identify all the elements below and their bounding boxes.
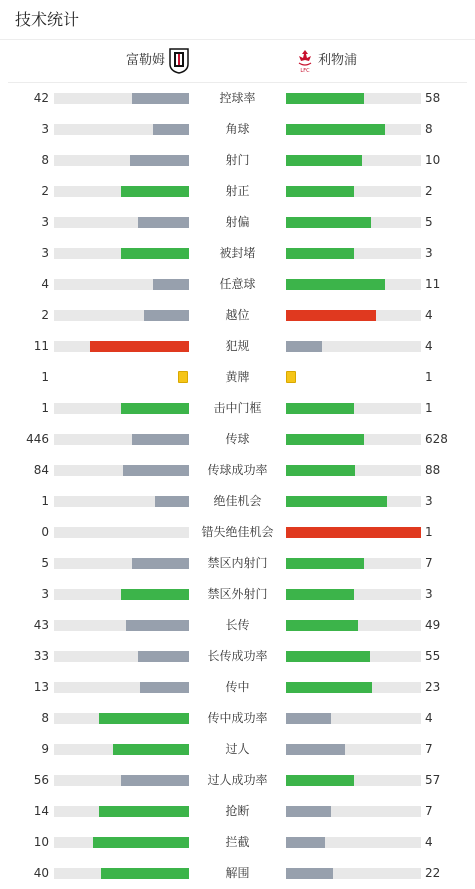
stat-label: 射正 (225, 184, 250, 198)
home-stat-value: 1 (41, 401, 49, 415)
stat-row (0, 486, 475, 517)
home-stat-value: 8 (41, 711, 49, 725)
home-stat-bar-fill (132, 558, 189, 569)
away-stat-value: 3 (425, 246, 433, 260)
away-stat-value: 1 (425, 370, 433, 384)
fulham-crest-icon (168, 48, 190, 74)
away-stat-value: 4 (425, 339, 433, 353)
home-stat-bar-fill (132, 93, 189, 104)
home-stat-bar-fill (130, 155, 189, 166)
home-stat-bar (54, 155, 189, 166)
stat-row (0, 610, 475, 641)
home-stat-bar (54, 651, 189, 662)
away-stat-bar-fill (286, 806, 331, 817)
stat-row (0, 83, 475, 114)
stat-label: 长传 (225, 618, 250, 632)
away-stat-value: 1 (425, 401, 433, 415)
home-stat-bar-fill (140, 682, 189, 693)
home-stat-value: 56 (33, 773, 49, 787)
away-stat-bar-fill (286, 279, 385, 290)
away-stat-value: 4 (425, 711, 433, 725)
away-stat-bar (286, 868, 421, 879)
stat-row (0, 145, 475, 176)
stat-row (0, 176, 475, 207)
stat-label: 过人 (225, 742, 250, 756)
stat-label: 任意球 (219, 277, 256, 291)
away-stat-bar (286, 248, 421, 259)
home-stat-value: 9 (41, 742, 49, 756)
home-stat-value: 42 (33, 91, 49, 105)
home-team-name[interactable]: 富勒姆 (126, 53, 166, 68)
home-stat-bar (54, 837, 189, 848)
stat-row (0, 858, 475, 889)
stat-label: 解围 (225, 866, 250, 880)
away-stat-value: 5 (425, 215, 433, 229)
away-stat-bar-fill (286, 620, 358, 631)
stat-row (0, 641, 475, 672)
away-stat-bar (286, 465, 421, 476)
home-stat-bar (54, 434, 189, 445)
home-stat-value: 13 (33, 680, 49, 694)
home-stat-bar (54, 341, 189, 352)
away-stat-bar (286, 589, 421, 600)
away-stat-bar-fill (286, 651, 370, 662)
away-stat-value: 4 (425, 835, 433, 849)
stat-row (0, 703, 475, 734)
home-stat-bar-fill (144, 310, 189, 321)
home-stat-value: 0 (41, 525, 49, 539)
home-stat-bar-fill (121, 403, 189, 414)
away-stat-bar (286, 279, 421, 290)
away-stat-value: 22 (425, 866, 441, 880)
stat-label: 拦截 (225, 835, 250, 849)
stat-row (0, 734, 475, 765)
away-stat-bar-fill (286, 217, 371, 228)
stat-label: 射偏 (225, 215, 250, 229)
away-stat-bar-fill (286, 465, 355, 476)
away-stat-value: 8 (425, 122, 433, 136)
away-stat-bar-fill (286, 434, 364, 445)
stat-label: 长传成功率 (207, 649, 268, 663)
away-stat-bar-fill (286, 93, 364, 104)
home-stat-bar-fill (138, 651, 189, 662)
home-stat-bar (54, 310, 189, 321)
stat-label: 传球 (225, 432, 250, 446)
home-stat-bar (54, 248, 189, 259)
stat-label: 错失绝佳机会 (201, 525, 274, 539)
home-stat-value: 2 (41, 308, 49, 322)
home-stat-value: 33 (33, 649, 49, 663)
stat-row (0, 207, 475, 238)
away-stat-bar-fill (286, 527, 421, 538)
home-stat-bar (54, 496, 189, 507)
away-stat-value: 88 (425, 463, 441, 477)
home-stat-bar-fill (121, 186, 189, 197)
away-stat-bar (286, 558, 421, 569)
home-stat-value: 3 (41, 246, 49, 260)
away-team-name[interactable]: 利物浦 (318, 53, 358, 68)
home-stat-bar-fill (155, 496, 189, 507)
stat-row (0, 765, 475, 796)
stat-label: 黄牌 (225, 370, 250, 384)
away-stat-value: 55 (425, 649, 441, 663)
stat-label: 绝佳机会 (213, 494, 262, 508)
home-stat-bar-fill (99, 713, 189, 724)
stat-label: 禁区内射门 (207, 556, 268, 570)
home-stat-bar (54, 589, 189, 600)
away-stat-bar (286, 434, 421, 445)
away-stat-bar (286, 620, 421, 631)
away-stat-bar-fill (286, 186, 354, 197)
away-stat-bar (286, 341, 421, 352)
away-stat-bar (286, 837, 421, 848)
home-stat-bar-fill (121, 589, 189, 600)
svg-text:LFC: LFC (300, 68, 310, 74)
home-stat-value: 3 (41, 122, 49, 136)
away-stat-bar-fill (286, 310, 376, 321)
away-stat-value: 58 (425, 91, 441, 105)
away-stat-value: 628 (425, 432, 448, 446)
home-stat-bar (54, 713, 189, 724)
away-stat-bar-fill (286, 744, 345, 755)
away-stat-bar (286, 651, 421, 662)
away-stat-bar (286, 93, 421, 104)
home-stat-bar-fill (121, 775, 189, 786)
away-stat-value: 4 (425, 308, 433, 322)
home-stat-bar-fill (93, 837, 189, 848)
home-stat-value: 1 (41, 370, 49, 384)
home-stat-bar-fill (153, 124, 189, 135)
stat-row (0, 548, 475, 579)
away-stat-bar (286, 310, 421, 321)
away-stat-value: 49 (425, 618, 441, 632)
home-stat-bar-fill (90, 341, 189, 352)
home-stat-bar-fill (123, 465, 189, 476)
home-stat-value: 10 (33, 835, 49, 849)
home-stat-value: 14 (33, 804, 49, 818)
home-stat-bar (54, 775, 189, 786)
stat-label: 角球 (225, 122, 250, 136)
stat-label: 射门 (225, 153, 250, 167)
home-stat-value: 5 (41, 556, 49, 570)
stat-label: 禁区外射门 (207, 587, 268, 601)
away-stat-bar-fill (286, 248, 354, 259)
home-stat-value: 11 (33, 339, 49, 353)
away-yellow-card-icon (286, 371, 296, 383)
away-stat-bar (286, 155, 421, 166)
away-stat-value: 10 (425, 153, 441, 167)
home-stat-value: 1 (41, 494, 49, 508)
stat-row (0, 300, 475, 331)
teams-header (8, 40, 467, 83)
home-stat-bar (54, 465, 189, 476)
away-stat-value: 1 (425, 525, 433, 539)
away-stat-value: 23 (425, 680, 441, 694)
away-stat-bar-fill (286, 682, 372, 693)
stat-row (0, 362, 475, 393)
home-stat-value: 2 (41, 184, 49, 198)
home-stat-bar-fill (121, 248, 189, 259)
away-stat-value: 3 (425, 587, 433, 601)
away-stat-bar (286, 124, 421, 135)
away-stat-value: 3 (425, 494, 433, 508)
stat-row (0, 796, 475, 827)
home-stat-bar (54, 279, 189, 290)
stat-row (0, 331, 475, 362)
away-stat-bar (286, 806, 421, 817)
home-stat-bar (54, 403, 189, 414)
away-stat-value: 7 (425, 804, 433, 818)
stat-row (0, 114, 475, 145)
home-stat-bar-fill (132, 434, 189, 445)
away-stat-bar (286, 775, 421, 786)
away-stat-bar-fill (286, 124, 385, 135)
home-stat-value: 3 (41, 587, 49, 601)
away-stat-bar (286, 496, 421, 507)
away-stat-bar (286, 403, 421, 414)
liverpool-crest-icon (294, 48, 316, 74)
stat-row (0, 579, 475, 610)
home-stat-bar (54, 868, 189, 879)
away-stat-bar-fill (286, 713, 331, 724)
stat-label: 被封堵 (219, 246, 256, 260)
away-stat-bar-fill (286, 341, 322, 352)
stat-label: 传中 (225, 680, 250, 694)
page-title: 技术统计 (0, 0, 475, 40)
stats-list (0, 83, 475, 889)
stat-label: 过人成功率 (207, 773, 268, 787)
away-stat-value: 7 (425, 556, 433, 570)
home-stat-bar-fill (138, 217, 189, 228)
away-stat-bar-fill (286, 403, 354, 414)
stat-row (0, 827, 475, 858)
home-stat-bar (54, 620, 189, 631)
stat-row (0, 238, 475, 269)
away-stat-bar (286, 527, 421, 538)
away-stat-bar-fill (286, 496, 387, 507)
away-stat-bar (286, 217, 421, 228)
home-stat-value: 4 (41, 277, 49, 291)
home-yellow-card-icon (178, 371, 188, 383)
away-stat-bar-fill (286, 868, 333, 879)
home-stat-bar (54, 93, 189, 104)
stat-label: 越位 (225, 308, 250, 322)
away-stat-bar-fill (286, 558, 364, 569)
away-stat-value: 11 (425, 277, 441, 291)
away-stat-bar (286, 713, 421, 724)
home-stat-bar (54, 806, 189, 817)
stat-row (0, 517, 475, 548)
home-stat-bar-fill (99, 806, 189, 817)
stat-row (0, 424, 475, 455)
away-stat-value: 57 (425, 773, 441, 787)
home-stat-bar (54, 682, 189, 693)
away-stat-value: 2 (425, 184, 433, 198)
stat-label: 犯规 (225, 339, 250, 353)
stat-row (0, 672, 475, 703)
away-stat-bar (286, 682, 421, 693)
away-stat-bar-fill (286, 775, 354, 786)
stat-row (0, 393, 475, 424)
home-stat-bar-fill (113, 744, 189, 755)
home-stat-value: 446 (26, 432, 49, 446)
stat-row (0, 269, 475, 300)
home-stat-bar (54, 186, 189, 197)
stat-row (0, 455, 475, 486)
away-stat-bar-fill (286, 155, 362, 166)
away-stat-bar (286, 744, 421, 755)
home-stat-bar-fill (153, 279, 189, 290)
home-stat-bar (54, 217, 189, 228)
stat-label: 传中成功率 (207, 711, 268, 725)
home-stat-bar-fill (126, 620, 189, 631)
home-stat-bar (54, 124, 189, 135)
away-stat-bar (286, 186, 421, 197)
home-stat-bar-fill (101, 868, 189, 879)
away-stat-bar-fill (286, 837, 325, 848)
home-stat-bar (54, 527, 189, 538)
stat-label: 击中门框 (213, 401, 262, 415)
home-stat-value: 84 (33, 463, 49, 477)
home-stat-value: 40 (33, 866, 49, 880)
stat-label: 传球成功率 (207, 463, 268, 477)
stat-label: 控球率 (219, 91, 256, 105)
away-stat-bar-fill (286, 589, 354, 600)
home-stat-bar (54, 744, 189, 755)
home-stat-value: 3 (41, 215, 49, 229)
stat-label: 抢断 (225, 804, 250, 818)
home-stat-value: 8 (41, 153, 49, 167)
away-stat-value: 7 (425, 742, 433, 756)
home-stat-value: 43 (33, 618, 49, 632)
home-stat-bar (54, 558, 189, 569)
